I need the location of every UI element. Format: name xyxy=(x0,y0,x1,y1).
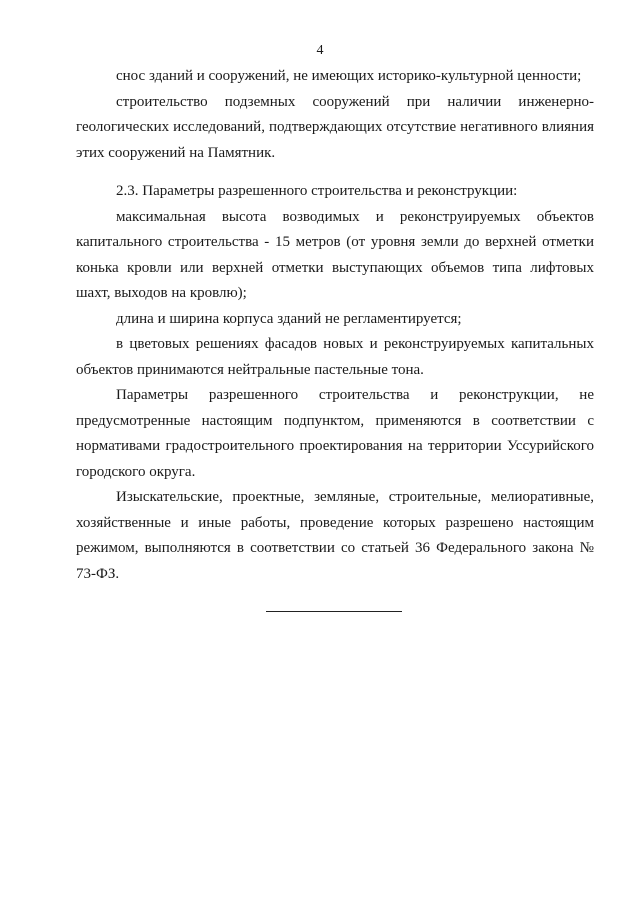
paragraph-demolition: снос зданий и сооружений, не имеющих историко-культурной ценности; xyxy=(116,68,582,84)
paragraph-permitted-works: Изыскательские, проектные, земляные, строительные, мелиоративные, хозяйственные и иные работы, проведение которых разрешено настоящим режимом, выполняются в соответствии со статьей 36 Федерального закона № 73-ФЗ. xyxy=(76,489,594,582)
paragraph-building-dimensions: длина и ширина корпуса зданий не регламентируется; xyxy=(116,310,462,327)
paragraph-other-parameters: Параметры разрешенного строительства и реконструкции, не предусмотренные настоящим подпунктом, применяются в соответствии с нормативами градостроительного проектирования на территории Уссурийского городского округа. xyxy=(76,387,594,480)
paragraph-underground-construction: строительство подземных сооружений при наличии инженерно-геологических исследований, подтверждающих отсутствие негативного влияния этих сооружений на Памятник. xyxy=(76,93,594,161)
paragraph-max-height: максимальная высота возводимых и реконструируемых объектов капитального строительства - 15 метров (от уровня земли до верхней отметки конька кровли или верхней отметки выступающих объемов типа лифтовых шахт, выходов на кровлю); xyxy=(76,208,594,301)
page-number: 4 xyxy=(316,43,324,58)
document-body xyxy=(76,64,594,587)
paragraph-facade-colors: в цветовых решениях фасадов новых и реконструируемых капитальных объектов принимаются нейтральные пастельные тона. xyxy=(76,336,594,378)
section-heading-2-3: 2.3. Параметры разрешенного строительства и реконструкции: xyxy=(116,183,518,199)
end-of-text-rule xyxy=(266,611,402,612)
